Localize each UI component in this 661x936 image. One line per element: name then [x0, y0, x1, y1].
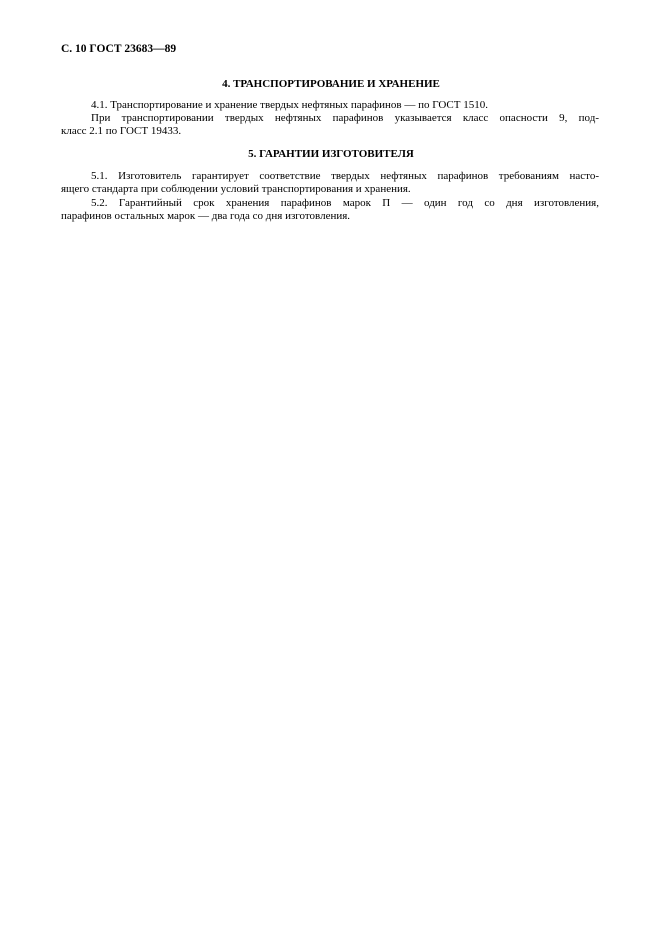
- paragraph-line: парафинов остальных марок — два года со дня изготовления.: [61, 210, 351, 222]
- paragraph-line: класс 2.1 по ГОСТ 19433.: [61, 125, 182, 137]
- paragraph-line: 4.1. Транспортирование и хранение твердых нефтяных парафинов — по ГОСТ 1510.: [91, 99, 488, 111]
- paragraph-line: 5.1. Изготовитель гарантирует соответствие твердых нефтяных парафинов требованиям насто-: [91, 170, 599, 182]
- paragraph-line: При транспортировании твердых нефтяных парафинов указывается класс опасности 9, под-: [91, 112, 599, 124]
- section-title-transport: 4. ТРАНСПОРТИРОВАНИЕ И ХРАНЕНИЕ: [222, 78, 440, 90]
- page-header: С. 10 ГОСТ 23683—89: [61, 43, 177, 55]
- section-title-guarantees: 5. ГАРАНТИИ ИЗГОТОВИТЕЛЯ: [248, 148, 414, 160]
- paragraph-line: ящего стандарта при соблюдении условий транспортирования и хранения.: [61, 183, 411, 195]
- paragraph-line: 5.2. Гарантийный срок хранения парафинов марок П — один год со дня изготовления,: [91, 197, 599, 209]
